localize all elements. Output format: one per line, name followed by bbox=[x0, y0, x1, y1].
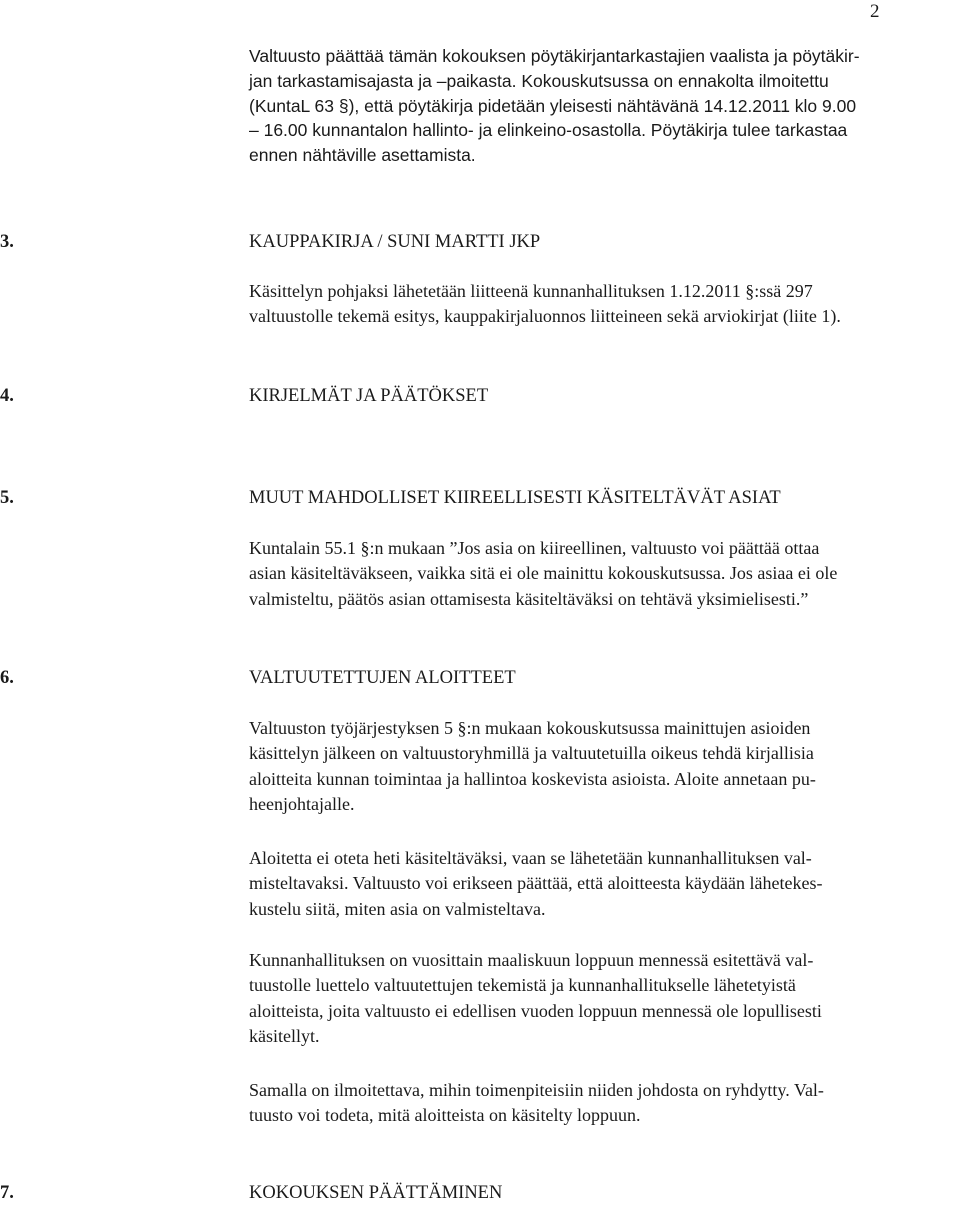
section-7-number: 7. bbox=[0, 1183, 14, 1203]
paragraph-line: käsittelyn jälkeen on valtuustoryhmillä ja valtuutetuilla oikeus tehdä kirjallisia bbox=[249, 743, 814, 764]
intro-line: – 16.00 kunnantalon hallinto- ja elinkeino-osastolla. Pöytäkirja tulee tarkastaa bbox=[249, 120, 848, 141]
section-3-title: KAUPPAKIRJA / SUNI MARTTI JKP bbox=[249, 232, 541, 252]
section-6-number: 6. bbox=[0, 668, 14, 688]
section-6-paragraph-1 bbox=[249, 716, 955, 818]
section-4-title: KIRJELMÄT JA PÄÄTÖKSET bbox=[249, 386, 489, 406]
paragraph-line: kustelu siitä, miten asia on valmisteltava. bbox=[249, 898, 546, 919]
section-6-paragraph-2 bbox=[249, 846, 955, 922]
paragraph-line: Käsittelyn pohjaksi lähetetään liitteenä kunnanhallituksen 1.12.2011 §:ssä 297 bbox=[249, 281, 813, 301]
paragraph-line: valtuustolle tekemä esitys, kauppakirjaluonnos liitteineen sekä arviokirjat (liite 1). bbox=[249, 306, 841, 327]
intro-paragraph bbox=[249, 44, 955, 168]
page-number: 2 bbox=[870, 1, 880, 22]
section-3-paragraph bbox=[249, 279, 955, 330]
paragraph-line: Valtuuston työjärjestyksen 5 §:n mukaan kokouskutsussa mainittujen asioiden bbox=[249, 718, 811, 738]
paragraph-line: aloitteita kunnan toimintaa ja hallintoa koskevista asioista. Aloite annetaan pu- bbox=[249, 768, 816, 789]
intro-line: ennen nähtäville asettamista. bbox=[249, 145, 476, 166]
section-6-title: VALTUUTETTUJEN ALOITTEET bbox=[249, 668, 516, 688]
section-3-number: 3. bbox=[0, 232, 14, 252]
paragraph-line: misteltavaksi. Valtuusto voi erikseen päättää, että aloitteesta käydään lähetekes- bbox=[249, 873, 823, 894]
paragraph-line: Kunnanhallituksen on vuosittain maaliskuun loppuun mennessä esitettävä val- bbox=[249, 950, 814, 970]
section-5-paragraph bbox=[249, 536, 955, 612]
paragraph-line: asian käsiteltäväkseen, vaikka sitä ei ole mainittu kokouskutsussa. Jos asiaa ei ole bbox=[249, 563, 838, 584]
paragraph-line: valmisteltu, päätös asian ottamisesta käsiteltäväksi on tehtävä yksimielisesti.” bbox=[249, 588, 809, 609]
section-6-paragraph-4 bbox=[249, 1078, 955, 1129]
intro-line: jan tarkastamisajasta ja –paikasta. Kokouskutsussa on ennakolta ilmoitettu bbox=[249, 70, 829, 91]
paragraph-line: käsitellyt. bbox=[249, 1026, 320, 1047]
intro-line: Valtuusto päättää tämän kokouksen pöytäkirjantarkastajien vaalista ja pöytäkir- bbox=[249, 46, 860, 66]
section-5-title: MUUT MAHDOLLISET KIIREELLISESTI KÄSITELTÄVÄT ASIAT bbox=[249, 488, 781, 508]
section-4-number: 4. bbox=[0, 386, 14, 406]
paragraph-line: Samalla on ilmoitettava, mihin toimenpiteisiin niiden johdosta on ryhdytty. Val- bbox=[249, 1080, 824, 1100]
paragraph-line: aloitteista, joita valtuusto ei edellisen vuoden loppuun mennessä ole lopullisesti bbox=[249, 1000, 822, 1021]
paragraph-line: tuusto voi todeta, mitä aloitteista on käsitelty loppuun. bbox=[249, 1105, 641, 1126]
intro-line: (KuntaL 63 §), että pöytäkirja pidetään yleisesti nähtävänä 14.12.2011 klo 9.00 bbox=[249, 95, 857, 116]
section-7-title: KOKOUKSEN PÄÄTTÄMINEN bbox=[249, 1183, 503, 1203]
paragraph-line: Aloitetta ei oteta heti käsiteltäväksi, vaan se lähetetään kunnanhallituksen val- bbox=[249, 848, 812, 868]
section-6-paragraph-3 bbox=[249, 948, 955, 1050]
paragraph-line: tuustolle luettelo valtuutettujen tekemistä ja kunnanhallitukselle lähetetyistä bbox=[249, 975, 796, 996]
paragraph-line: heenjohtajalle. bbox=[249, 794, 355, 815]
section-5-number: 5. bbox=[0, 488, 14, 508]
paragraph-line: Kuntalain 55.1 §:n mukaan ”Jos asia on kiireellinen, valtuusto voi päättää ottaa bbox=[249, 538, 820, 558]
